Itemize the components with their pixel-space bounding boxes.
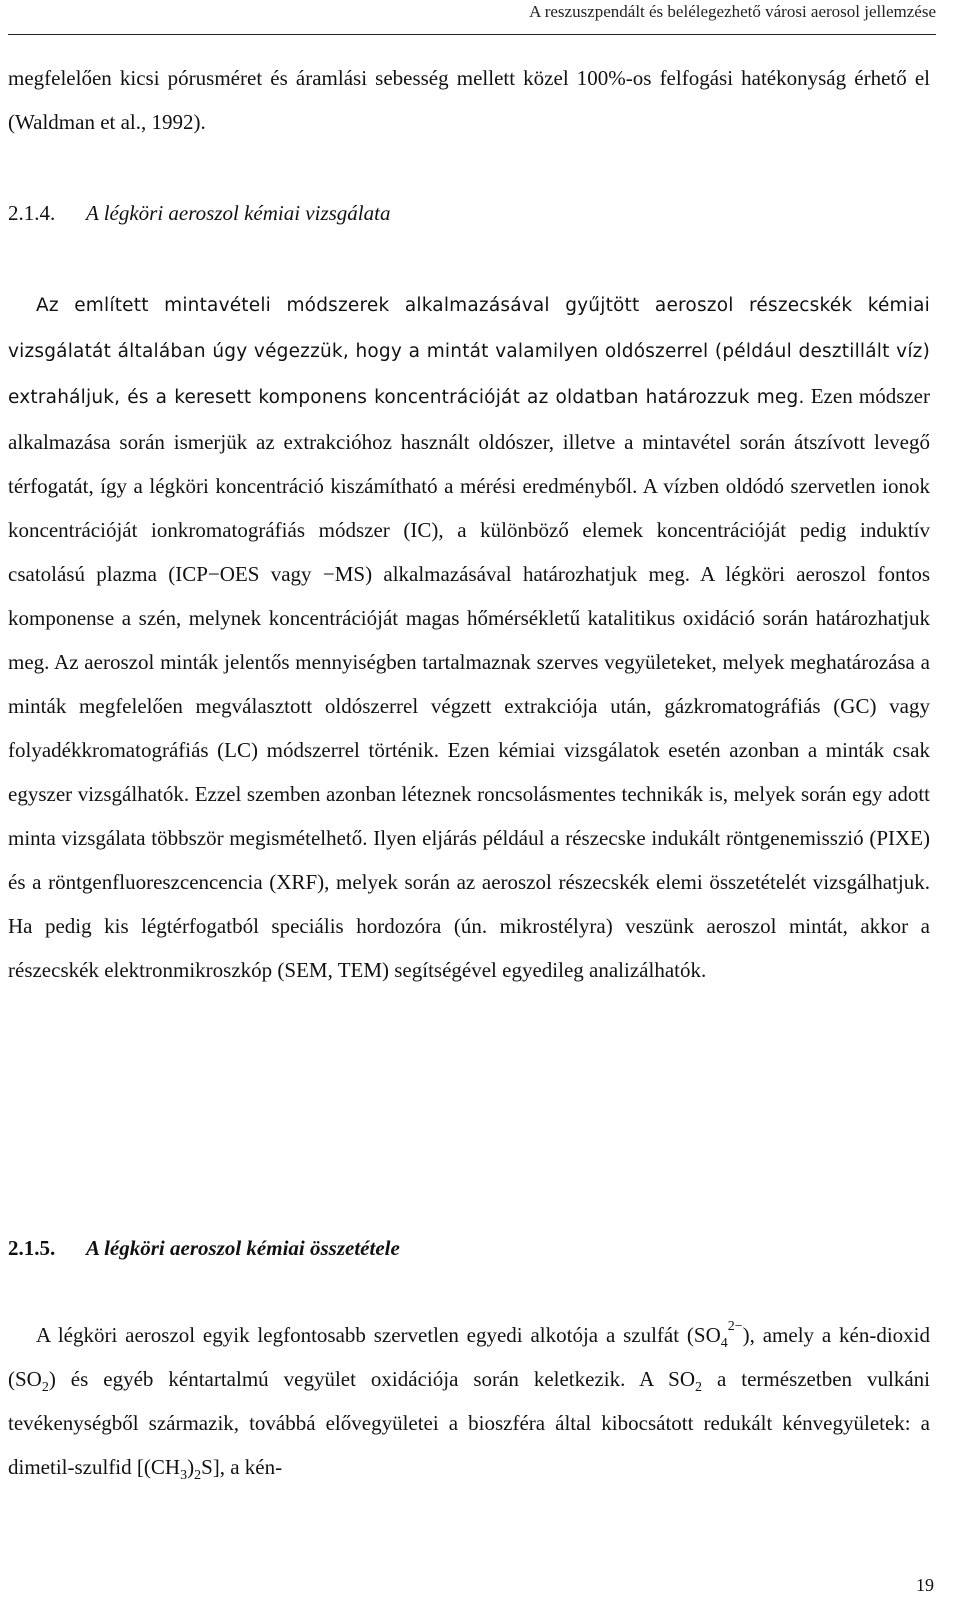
text-run: ), amely a kén-dioxid (SO bbox=[8, 1323, 930, 1391]
subscript: 2 bbox=[194, 1468, 202, 1484]
section-number: 2.1.4. bbox=[8, 201, 56, 225]
subscript: 3 bbox=[180, 1468, 188, 1484]
section-heading-2-1-4 bbox=[8, 191, 390, 235]
paragraph-body-text: Ezen módszer alkalmazása során ismerjük az extrakcióhoz használt oldószer, illetve a mintavétel során átszívott levegő térfogatát, így a légköri koncentráció kiszámítható a mérési eredményből. A vízben oldódó szervetlen ionok koncentrációját ionkromatográfiás módszer (IC), a különböző elemek koncentrációját pedig induktív csatolású plazma (ICP−OES vagy −MS) alkalmazásával határozhatjuk meg. A légköri aeroszol fontos komponense a szén, melynek koncentrációját magas hőmérsékletű katalitikus oxidáció során határozhatjuk meg. Az aeroszol minták jelentős mennyiségben tartalmaznak szerves vegyületeket, melyek meghatározása a minták megfelelően megválasztott oldószerrel végzett extrakciója után, gázkromatográfiás (GC) vagy folyadékkromatográfiás (LC) módszerrel történik. Ezen kémiai vizsgálatok esetén azonban a minták csak egyszer vizsgálhatók. Ezzel szemben azonban léteznek roncsolásmentes technikák is, melyek során egy adott minta vizsgálata többször megismételhető. Ilyen eljárás például a részecske indukált röntgenemisszió (PIXE) és a röntgenfluoreszcencencia (XRF), melyek során az aeroszol részecskék elemi összetételét vizsgálhatjuk. Ha pedig kis légtérfogatból speciális hordozóra (ún. mikrostélyra) veszünk aeroszol mintát, akkor a részecskék elektronmikroszkóp (SEM, TEM) segítségével egyedileg analizálhatók. bbox=[8, 384, 931, 982]
text-run: A légköri aeroszol egyik legfontosabb szervetlen egyedi alkotója a szulfát (SO bbox=[36, 1323, 721, 1347]
section-2-1-5-paragraph bbox=[8, 1313, 930, 1489]
section-title: A légköri aeroszol kémiai vizsgálata bbox=[86, 201, 391, 225]
page-number: 19 bbox=[916, 1575, 934, 1595]
section-title: A légköri aeroszol kémiai összetétele bbox=[86, 1236, 400, 1260]
subscript: 4 bbox=[720, 1336, 728, 1352]
subscript: 2 bbox=[41, 1380, 49, 1396]
header-rule bbox=[8, 34, 936, 35]
paragraph-opening-text: Az említett mintavételi módszerek alkalmazásával gyűjtött aeroszol részecskék kémiai vizsgálatát általában úgy végezzük, hogy a mintát valamilyen oldószerrel (például desztillált víz) extraháljuk, és a keresett komponens koncentrációját az oldatban határozzuk meg. bbox=[8, 295, 930, 408]
subscript: 2 bbox=[695, 1380, 702, 1396]
text-run: ) bbox=[187, 1455, 195, 1479]
text-run: a természetben vulkáni tevékenységből származik, továbbá elővegyületei a bioszféra által kibocsátott redukált kénvegyületek: a dimetil-szulfid [(CH bbox=[8, 1367, 930, 1479]
section-number: 2.1.5. bbox=[8, 1236, 56, 1260]
superscript: 2− bbox=[727, 1319, 743, 1334]
section-2-1-4-paragraph bbox=[8, 282, 930, 992]
text-run: ) és egyéb kéntartalmú vegyület oxidációja során keletkezik. A SO bbox=[48, 1367, 695, 1391]
text-run: S], a kén- bbox=[201, 1455, 283, 1479]
section-heading-2-1-5 bbox=[8, 1226, 400, 1270]
intro-paragraph: megfelelően kicsi pórusméret és áramlási sebesség mellett közel 100%-os felfogási hatékonyság érhető el (Waldman et al., 1992). bbox=[8, 66, 930, 134]
running-header: A reszuszpendált és belélegezhető városi aerosol jellemzése bbox=[529, 2, 936, 21]
